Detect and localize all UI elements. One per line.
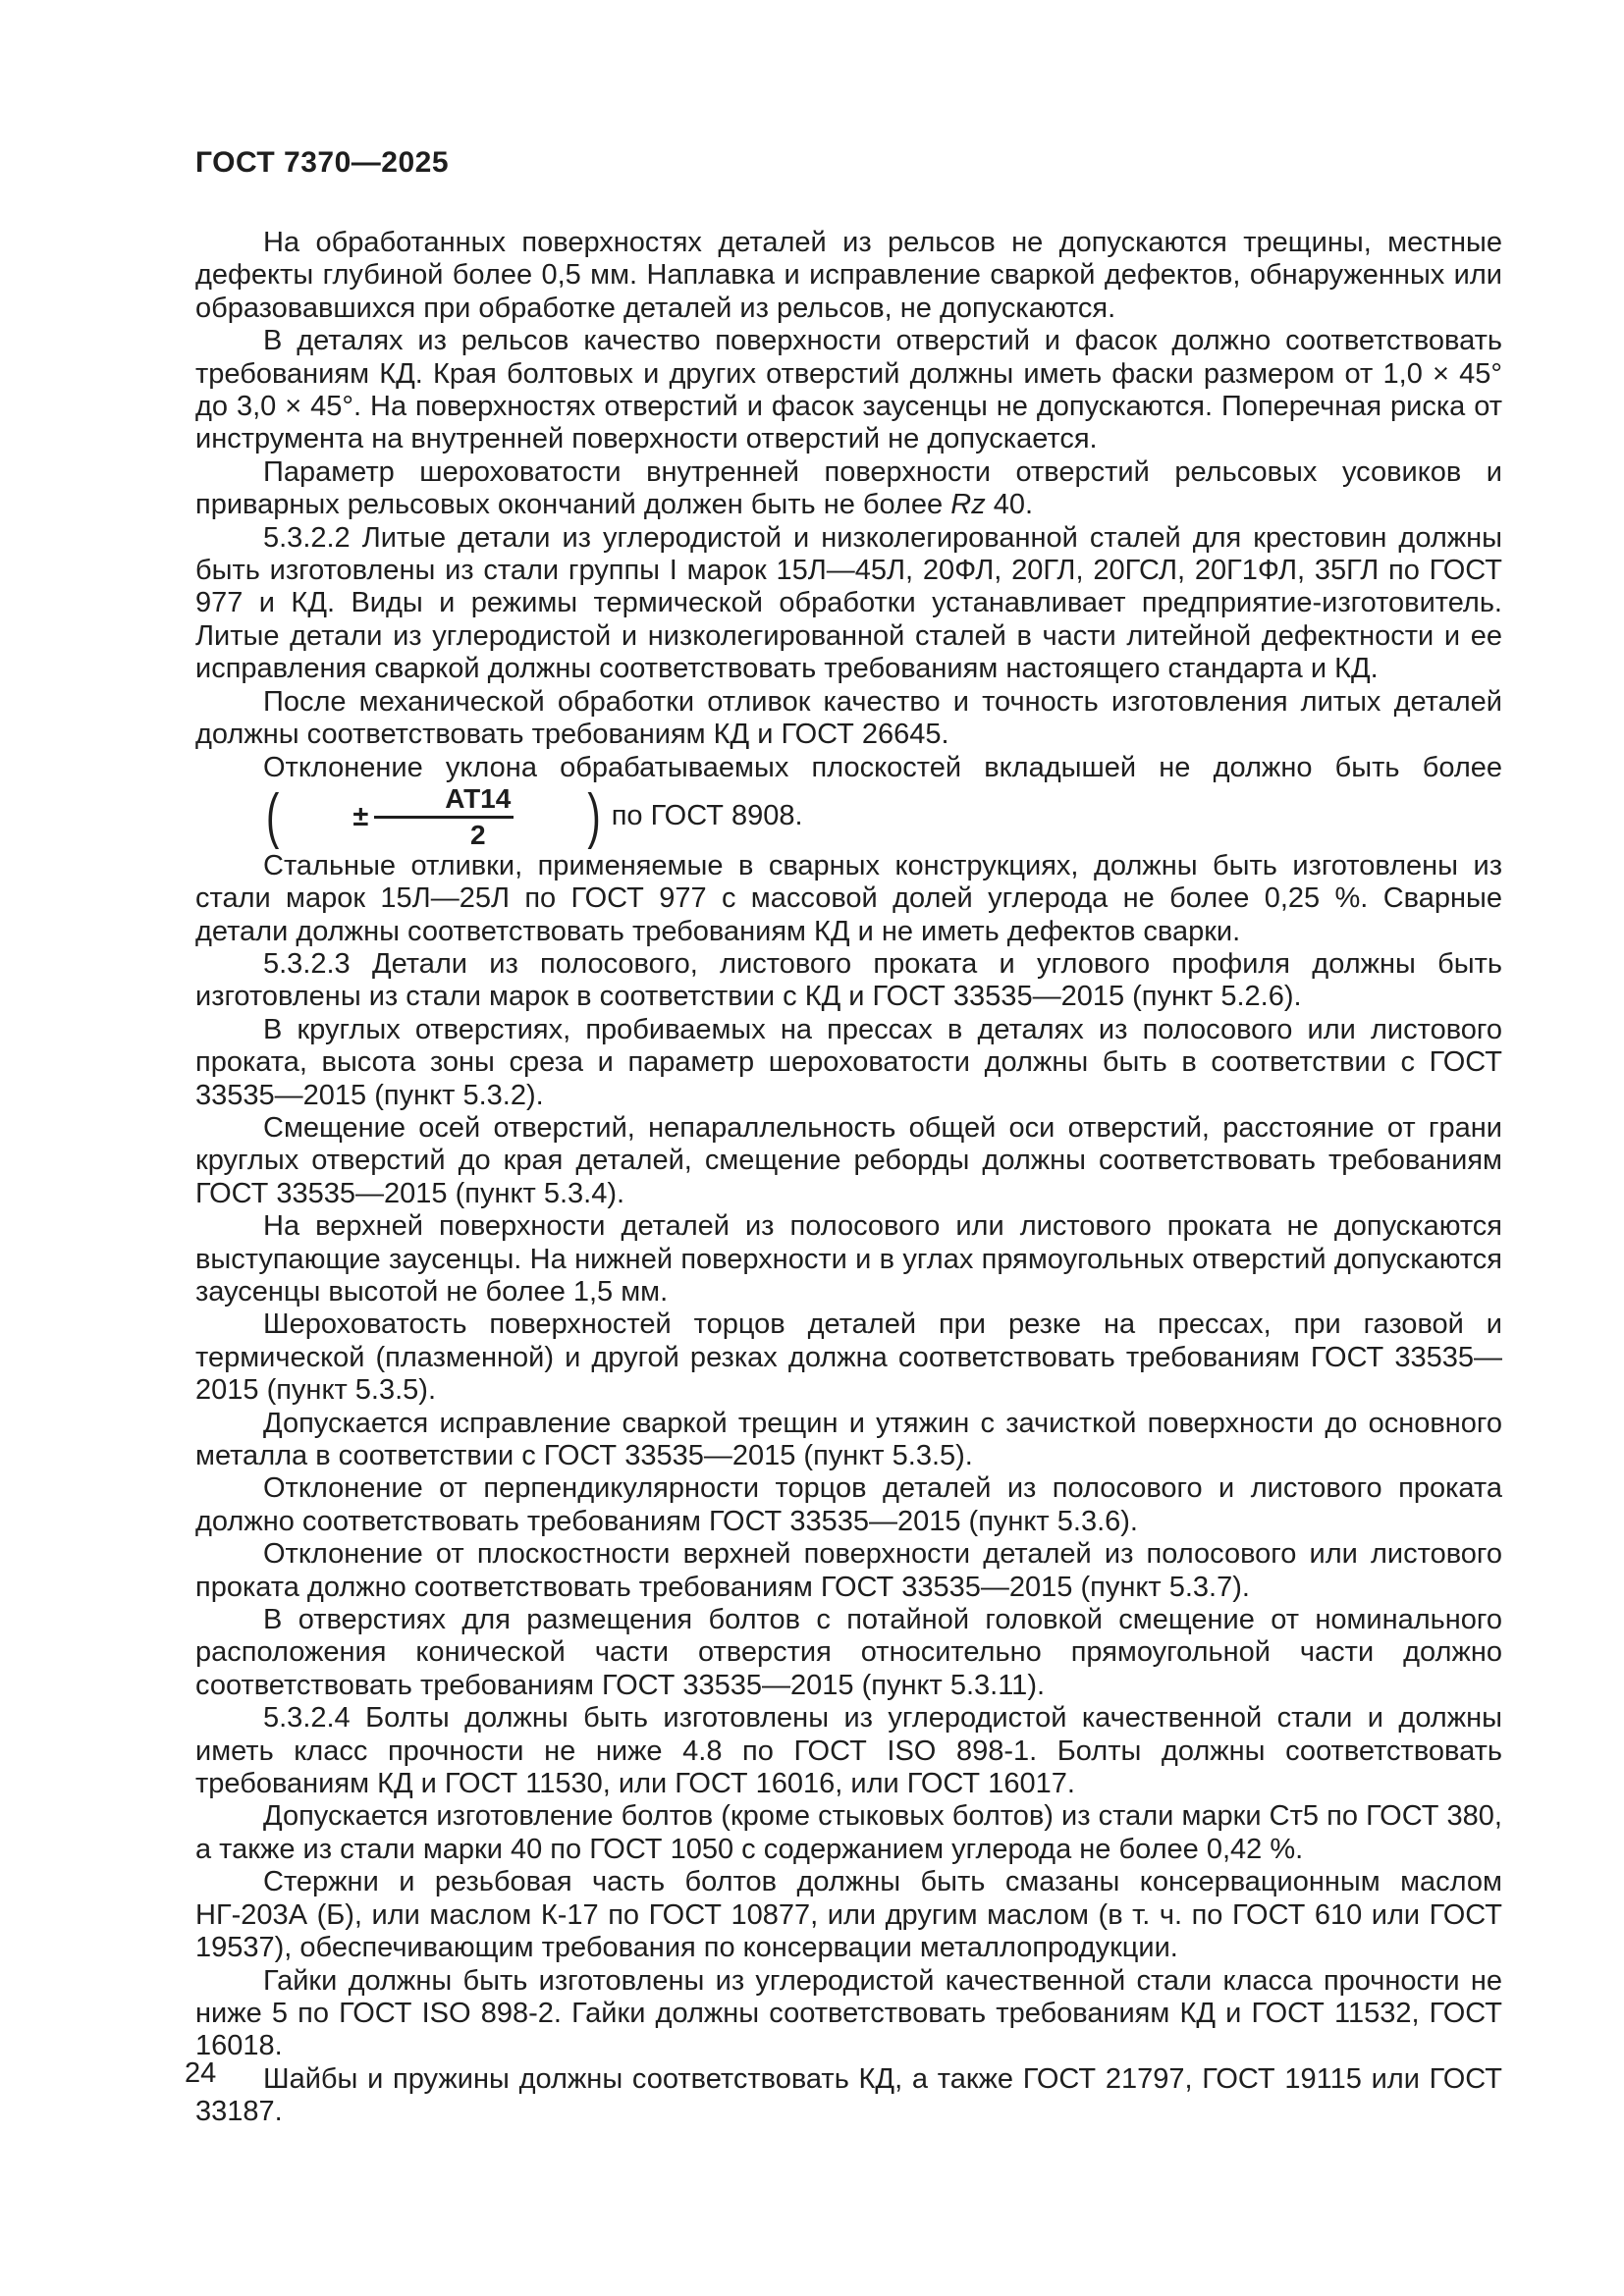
paragraph bbox=[195, 948, 1502, 1014]
formula-open-paren: ( bbox=[266, 783, 280, 851]
text-run: На обработанных поверхностях деталей из рельсов не допускаются трещины, местные дефекты глубиной более 0,5 мм. Наплавка и исправление сваркой дефектов, обнаруженных или образовавшихся при обработке деталей из рельсов, не допускаются. bbox=[195, 227, 1502, 324]
paragraph bbox=[195, 1965, 1502, 2063]
text-run: Стержни и резьбовая часть болтов должны быть смазаны консервационным маслом НГ-203А (Б), или маслом К-17 по ГОСТ 10877, или другим маслом (в т. ч. по ГОСТ 610 или ГОСТ 19537), обеспечивающим требования по консервации металлопродукции. bbox=[195, 1866, 1502, 1964]
italic-text-run: Rz bbox=[950, 489, 986, 521]
paragraph bbox=[195, 1408, 1502, 1473]
paragraph bbox=[195, 752, 1502, 850]
paragraph bbox=[195, 1112, 1502, 1210]
tolerance-formula bbox=[198, 784, 601, 850]
text-run: Отклонение от плоскостности верхней поверхности деталей из полосового или листового проката должно соответствовать требованиям ГОСТ 33535—2015 (пункт 5.3.7). bbox=[195, 1538, 1502, 1603]
text-run: В круглых отверстиях, пробиваемых на прессах в деталях из полосового или листового проката, высота зоны среза и параметр шероховатости должны быть в соответствии с ГОСТ 33535—2015 (пункт 5.3.2). bbox=[195, 1013, 1502, 1111]
paragraph bbox=[195, 1800, 1502, 1866]
paragraph bbox=[195, 686, 1502, 752]
fraction-numerator: АТ14 bbox=[374, 784, 514, 819]
text-run: Параметр шероховатости внутренней поверхности отверстий рельсовых усовиков и приварных рельсовых окончаний должен быть не более bbox=[195, 455, 1502, 521]
text-run: Стальные отливки, применяемые в сварных конструкциях, должны быть изготовлены из стали марок 15Л—25Л по ГОСТ 977 с массовой долей углерода не более 0,25 %. Сварные детали должны соответствовать требованиям КД и не иметь дефектов сварки. bbox=[195, 849, 1502, 947]
paragraph bbox=[195, 1472, 1502, 1538]
text-run: Допускается исправление сваркой трещин и утяжин с зачисткой поверхности до основного металла в соответствии с ГОСТ 33535—2015 (пункт 5.3.5). bbox=[195, 1407, 1502, 1471]
text-run: 5.3.2.2 Литые детали из углеродистой и низколегированной сталей для крестовин должны быть изготовлены из стали группы I марок 15Л—45Л, 20ФЛ, 20ГЛ, 20ГСЛ, 20Г1ФЛ, 35ГЛ по ГОСТ 977 и КД. Виды и режимы термической обработки устанавливает предприятие-изготовитель. Литые детали из углеродистой и низколегированной сталей в части литейной дефектности и ее исправления сваркой должны соответствовать требованиям настоящего стандарта и КД. bbox=[195, 521, 1502, 685]
text-run: Отклонение от перпендикулярности торцов деталей из полосового и листового проката должно соответствовать требованиям ГОСТ 33535—2015 (пункт 5.3.6). bbox=[195, 1472, 1502, 1537]
paragraph bbox=[195, 325, 1502, 456]
paragraph bbox=[195, 1210, 1502, 1308]
paragraph bbox=[195, 1308, 1502, 1407]
text-run: Гайки должны быть изготовлены из углеродистой качественной стали класса прочности не ниже 5 по ГОСТ ISO 898-2. Гайки должны соответствовать требованиям КД и ГОСТ 11532, ГОСТ 16018. bbox=[195, 1964, 1502, 2062]
text-run: В отверстиях для размещения болтов с потайной головкой смещение от номинального расположения конической части отверстия относительно прямоугольной части должно соответствовать требованиям ГОСТ 33535—2015 (пункт 5.3.11). bbox=[195, 1604, 1502, 1701]
formula-close-paren: ) bbox=[587, 783, 601, 851]
text-run: Смещение осей отверстий, непараллельность общей оси отверстий, расстояние от грани круглых отверстий до края деталей, смещение реборды должны соответствовать требованиям ГОСТ 33535—2015 (пункт 5.3.4). bbox=[195, 1111, 1502, 1209]
paragraph bbox=[195, 850, 1502, 948]
document-body bbox=[195, 227, 1502, 2129]
text-run: Шероховатость поверхностей торцов деталей при резке на прессах, при газовой и термической (плазменной) и другой резках должна соответствовать требованиям ГОСТ 33535—2015 (пункт 5.3.5). bbox=[195, 1308, 1502, 1407]
fraction bbox=[374, 784, 514, 850]
text-run: 5.3.2.3 Детали из полосового, листового проката и углового профиля должны быть изготовлены из стали марок в соответствии с КД и ГОСТ 33535—2015 (пункт 5.2.6). bbox=[195, 947, 1502, 1013]
text-run: Допускается изготовление болтов (кроме стыковых болтов) из стали марки Ст5 по ГОСТ 380, а также из стали марки 40 по ГОСТ 1050 с содержанием углерода не более 0,42 %. bbox=[195, 1800, 1502, 1865]
paragraph bbox=[195, 1014, 1502, 1112]
text-run: по ГОСТ 8908. bbox=[603, 799, 803, 831]
paragraph bbox=[195, 456, 1502, 522]
paragraph bbox=[195, 522, 1502, 686]
paragraph bbox=[195, 1702, 1502, 1800]
standard-code-header: ГОСТ 7370—2025 bbox=[195, 146, 450, 179]
text-run: После механической обработки отливок качество и точность изготовления литых деталей должны соответствовать требованиям КД и ГОСТ 26645. bbox=[195, 685, 1502, 751]
fraction-denominator: 2 bbox=[470, 820, 486, 851]
paragraph bbox=[195, 1538, 1502, 1604]
paragraph bbox=[195, 1604, 1502, 1702]
text-run: На верхней поверхности деталей из полосового или листового проката не допускаются выступающие заусенцы. На нижней поверхности и в углах прямоугольных отверстий допускаются заусенцы высотой не более 1,5 мм. bbox=[195, 1210, 1502, 1308]
page-number: 24 bbox=[185, 2057, 217, 2089]
text-run: В деталях из рельсов качество поверхности отверстий и фасок должно соответствовать требованиям КД. Края болтовых и других отверстий должны иметь фаски размером от 1,0 × 45° до 3,0 × 45°. На поверхностях отверстий и фасок заусенцы не допускаются. Поперечная риска от инструмента на внутренней поверхности отверстий не допускается. bbox=[195, 325, 1502, 455]
text-run: Шайбы и пружины должны соответствовать КД, а также ГОСТ 21797, ГОСТ 19115 или ГОСТ 33187. bbox=[195, 2062, 1502, 2128]
paragraph bbox=[195, 227, 1502, 325]
text-run: 5.3.2.4 Болты должны быть изготовлены из углеродистой качественной стали и должны иметь класс прочности не ниже 4.8 по ГОСТ ISO 898-1. Болты должны соответствовать требованиям КД и ГОСТ 11530, или ГОСТ 16016, или ГОСТ 16017. bbox=[195, 1702, 1502, 1800]
paragraph bbox=[195, 2063, 1502, 2129]
paragraph bbox=[195, 1866, 1502, 1964]
text-run: 40. bbox=[985, 489, 1034, 521]
plus-minus-sign: ± bbox=[352, 800, 369, 832]
text-run: Отклонение уклона обрабатываемых плоскостей вкладышей не должно быть более bbox=[263, 751, 1502, 783]
